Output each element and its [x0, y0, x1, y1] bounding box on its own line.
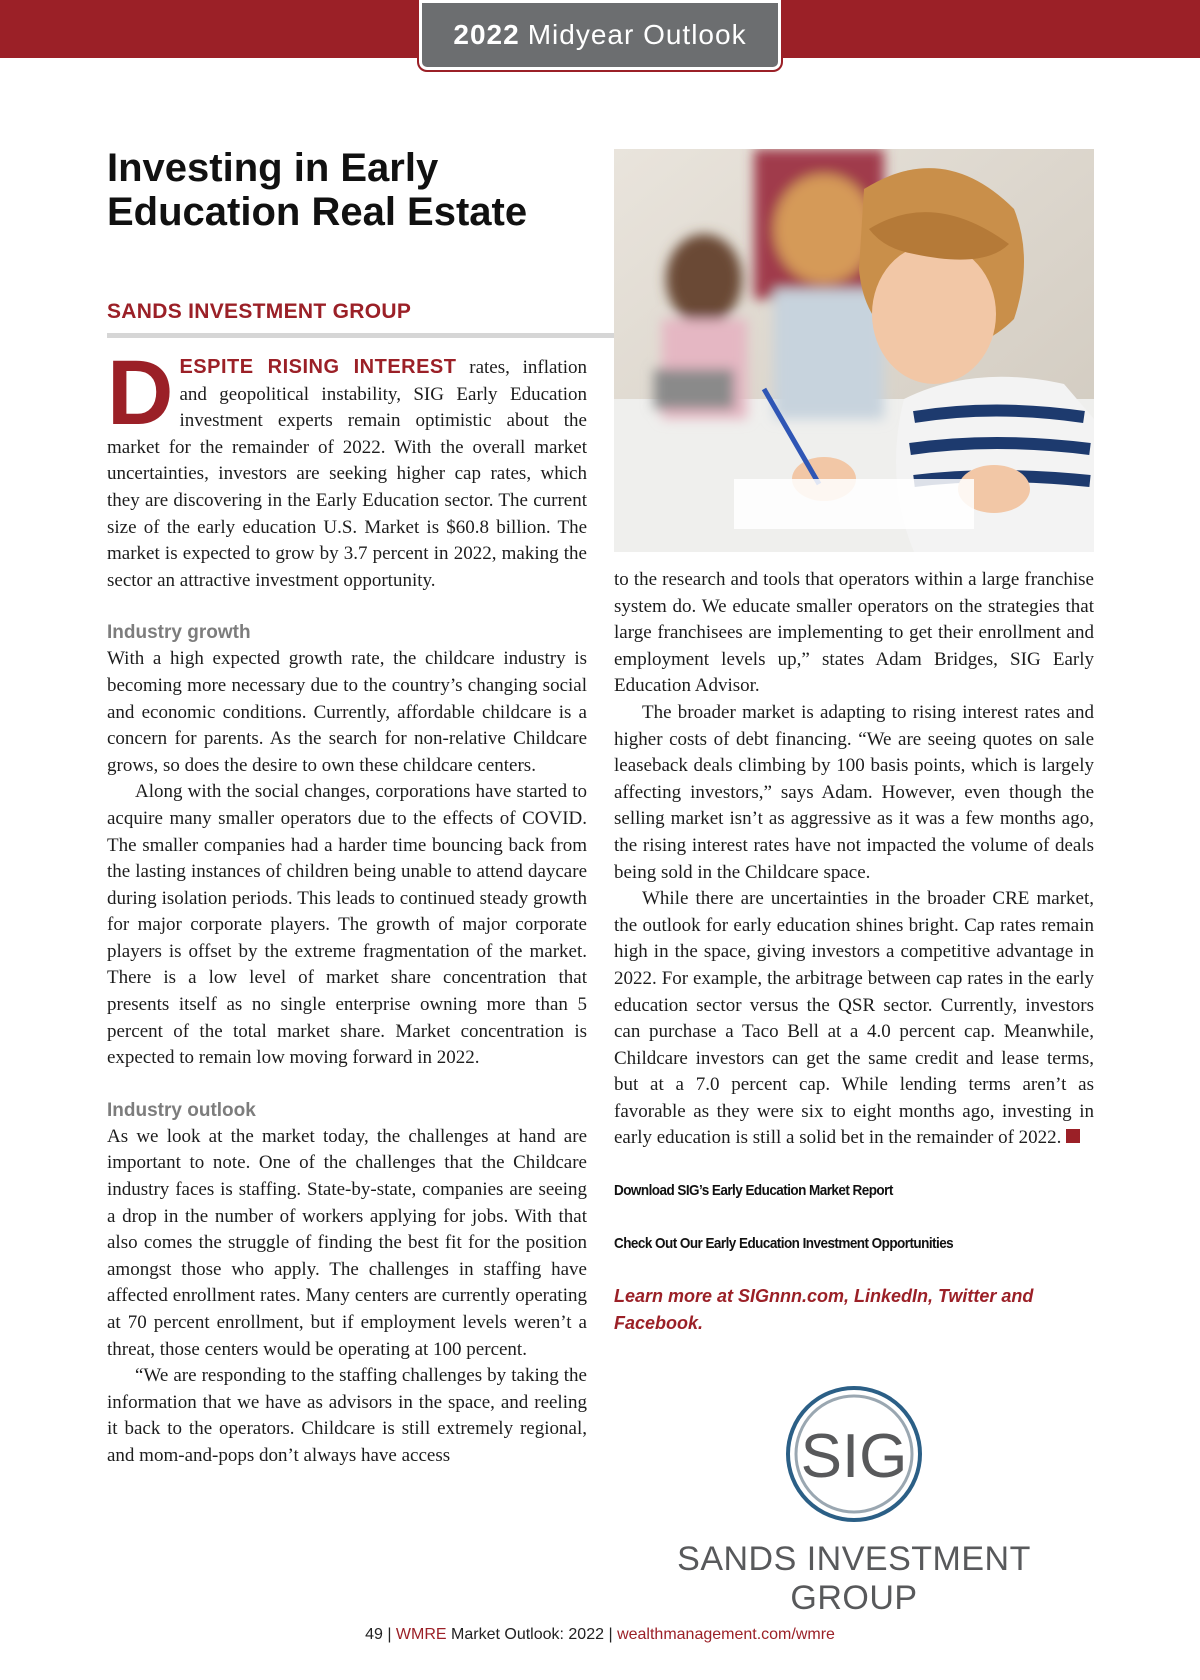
paragraph: The broader market is adapting to rising interest rates and higher costs of debt financing. “We are seeing quotes on sale leaseback deals climbing by 100 basis points, which is largely affecting investors,” says Adam. However, even though the selling market isn’t as aggressive as it was a few months ago, the rising interest rates have not impacted the volume of deals being sold in the Childcare space. [614, 701, 1094, 883]
page-number: 49 [365, 1626, 383, 1643]
sig-logo [614, 1378, 1094, 1617]
footer-site-bold: wealthmanagement [617, 1626, 757, 1643]
article-byline: SANDS INVESTMENT GROUP [107, 300, 412, 323]
sig-logo-name: SANDS INVESTMENT GROUP [677, 1540, 1031, 1617]
lead-caps: ESPITE RISING INTEREST [179, 356, 457, 378]
footer-site-rest: .com/wmre [756, 1626, 835, 1643]
drop-cap: D [107, 342, 174, 444]
footer-separator: | [387, 1626, 392, 1643]
download-report-link[interactable]: Download SIG’s Early Education Market Report [614, 1182, 893, 1200]
paragraph: Along with the social changes, corporations have started to acquire many smaller operators due to the effects of COVID. The smaller companies had a harder time bouncing back from the lasting instances of children being unable to attend daycare during isolation periods. This leads to continued steady growth for major corporate players. The growth of major corporate players is offset by the extreme fragmentation of the market. There is a low level of market share concentration that presents itself as no single enterprise owning more than 5 percent of the total market share. Market concentration is expected to remain low moving forward in 2022. [107, 781, 587, 1069]
article-photo [614, 149, 1094, 552]
subheading-industry-outlook: Industry outlook [107, 1099, 256, 1121]
learn-more-text: Learn more at SIGnnn.com, LinkedIn, Twitter and Facebook. [614, 1286, 1034, 1334]
sig-logo-ring [614, 1378, 1094, 1538]
paragraph-final [614, 886, 1094, 1152]
end-mark-icon [1066, 1129, 1080, 1143]
article-title: Investing in Early Education Real Estate [107, 146, 528, 234]
article-column-left [107, 342, 587, 1470]
paragraph: With a high expected growth rate, the childcare industry is becoming more necessary due to the country’s changing social and economic conditions. Currently, affordable childcare is a concern for parents. As the search for non-relative Childcare grows, so does the desire to own these childcare centers. [107, 648, 587, 776]
section-tab-label: Midyear Outlook [527, 19, 747, 50]
byline-divider [107, 333, 617, 338]
lead-text: rates, inflation and geopolitical instability, SIG Early Education investment experts remain optimistic about the market for the remainder of 2022. With the overall market uncertainties, investors are seeking higher cap rates, which they are discovering in the Early Education sector. The current size of the early education U.S. Market is $60.8 billion. The market is expected to grow by 3.7 percent in 2022, making the sector an attractive investment opportunity. [107, 357, 587, 591]
footer-wmre: WMRE [395, 1626, 447, 1643]
lead-paragraph [107, 342, 587, 594]
paragraph: to the research and tools that operators within a large franchise system do. We educate smaller operators on the strategies that large franchisees are implementing to get their enrollment and employment levels up,” states Adam Bridges, SIG Early Education Advisor. [614, 569, 1094, 697]
paragraph-final-text: While there are uncertainties in the broader CRE market, the outlook for early education shines bright. Cap rates remain high in the space, giving investors a competitive advantage in 2022. For example, the arbitrage between cap rates in the early education sector versus the QSR sector. Currently, investors can purchase a Taco Bell at a 4.0 percent cap. Meanwhile, Childcare investors can get the same credit and lease terms, but at a 7.0 percent cap. While lending terms aren’t as favorable as they were six to eight months ago, investing in early education is still a solid bet in the remainder of 2022. [614, 888, 1094, 1149]
section-tab-year: 2022 [453, 19, 520, 50]
footer-publication: Market Outlook: 2022 [451, 1626, 604, 1643]
footer-separator: | [608, 1626, 613, 1643]
paragraph: “We are responding to the staffing challenges by taking the information that we have as advisors in the space, and reeling it back to the operators. Childcare is still extremely regional, and mom-and-pops don’t always have access [107, 1365, 587, 1466]
footer-site-link[interactable] [617, 1626, 835, 1643]
subheading-industry-growth: Industry growth [107, 622, 251, 644]
investment-opportunities-link[interactable]: Check Out Our Early Education Investment Opportunities [614, 1234, 954, 1252]
article-column-right [614, 567, 1094, 1337]
page-footer [0, 1626, 1200, 1644]
children-writing-illustration [614, 149, 1094, 552]
sig-monogram: SIG [800, 1422, 908, 1491]
paragraph: As we look at the market today, the challenges at hand are important to note. One of the challenges that the Childcare industry faces is staffing. State-by-state, companies are seeing a drop in the number of workers applying for jobs. With that also comes the struggle of finding the best fit for the position amongst those who apply. The challenges in staffing have affected enrollment rates. Many centers are currently operating at 70 percent enrollment, but if employment levels weren’t a threat, those centers would be operating at 100 percent. [107, 1125, 587, 1360]
section-tab [417, 0, 783, 72]
